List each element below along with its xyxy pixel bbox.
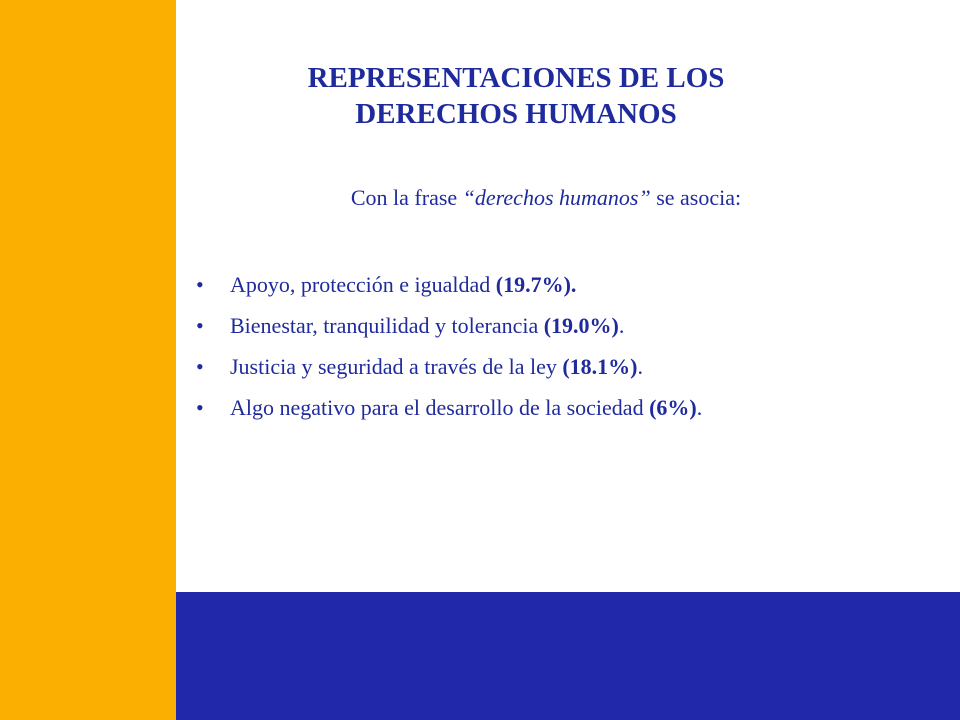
subtitle-italic-phrase: derechos humanos <box>474 185 639 210</box>
title-line-1: REPRESENTACIONES DE LOS <box>307 62 725 94</box>
association-list <box>190 270 930 434</box>
subtitle-prefix: Con la frase <box>350 185 463 210</box>
subtitle-close-quote: ” <box>638 185 651 210</box>
list-item <box>190 393 930 423</box>
item-percentage: (19.0%) <box>543 313 619 338</box>
side-accent-bar <box>0 0 176 720</box>
item-percentage: (6%) <box>649 395 697 420</box>
bullet-icon: • <box>196 354 204 379</box>
slide-title <box>176 60 856 132</box>
item-percentage: (19.7%). <box>495 272 577 297</box>
list-item <box>190 270 930 300</box>
item-end: . <box>696 395 703 420</box>
subtitle-suffix: se asocia: <box>650 185 742 210</box>
bullet-icon: • <box>196 313 204 338</box>
bottom-accent-band <box>176 592 960 720</box>
list-item <box>190 352 930 382</box>
item-percentage: (18.1%) <box>562 354 638 379</box>
item-end: . <box>618 313 625 338</box>
item-text: Justicia y seguridad a través de la ley <box>230 354 563 379</box>
item-text: Algo negativo para el desarrollo de la sociedad <box>230 395 650 420</box>
subtitle-open-quote: “ <box>462 185 475 210</box>
bullet-icon: • <box>196 272 204 297</box>
item-text: Apoyo, protección e igualdad <box>230 272 496 297</box>
title-line-2: DERECHOS HUMANOS <box>355 98 677 130</box>
item-text: Bienestar, tranquilidad y tolerancia <box>230 313 544 338</box>
item-end: . <box>637 354 643 379</box>
bullet-icon: • <box>196 395 204 420</box>
list-item <box>190 311 930 341</box>
slide-subtitle <box>176 183 916 213</box>
